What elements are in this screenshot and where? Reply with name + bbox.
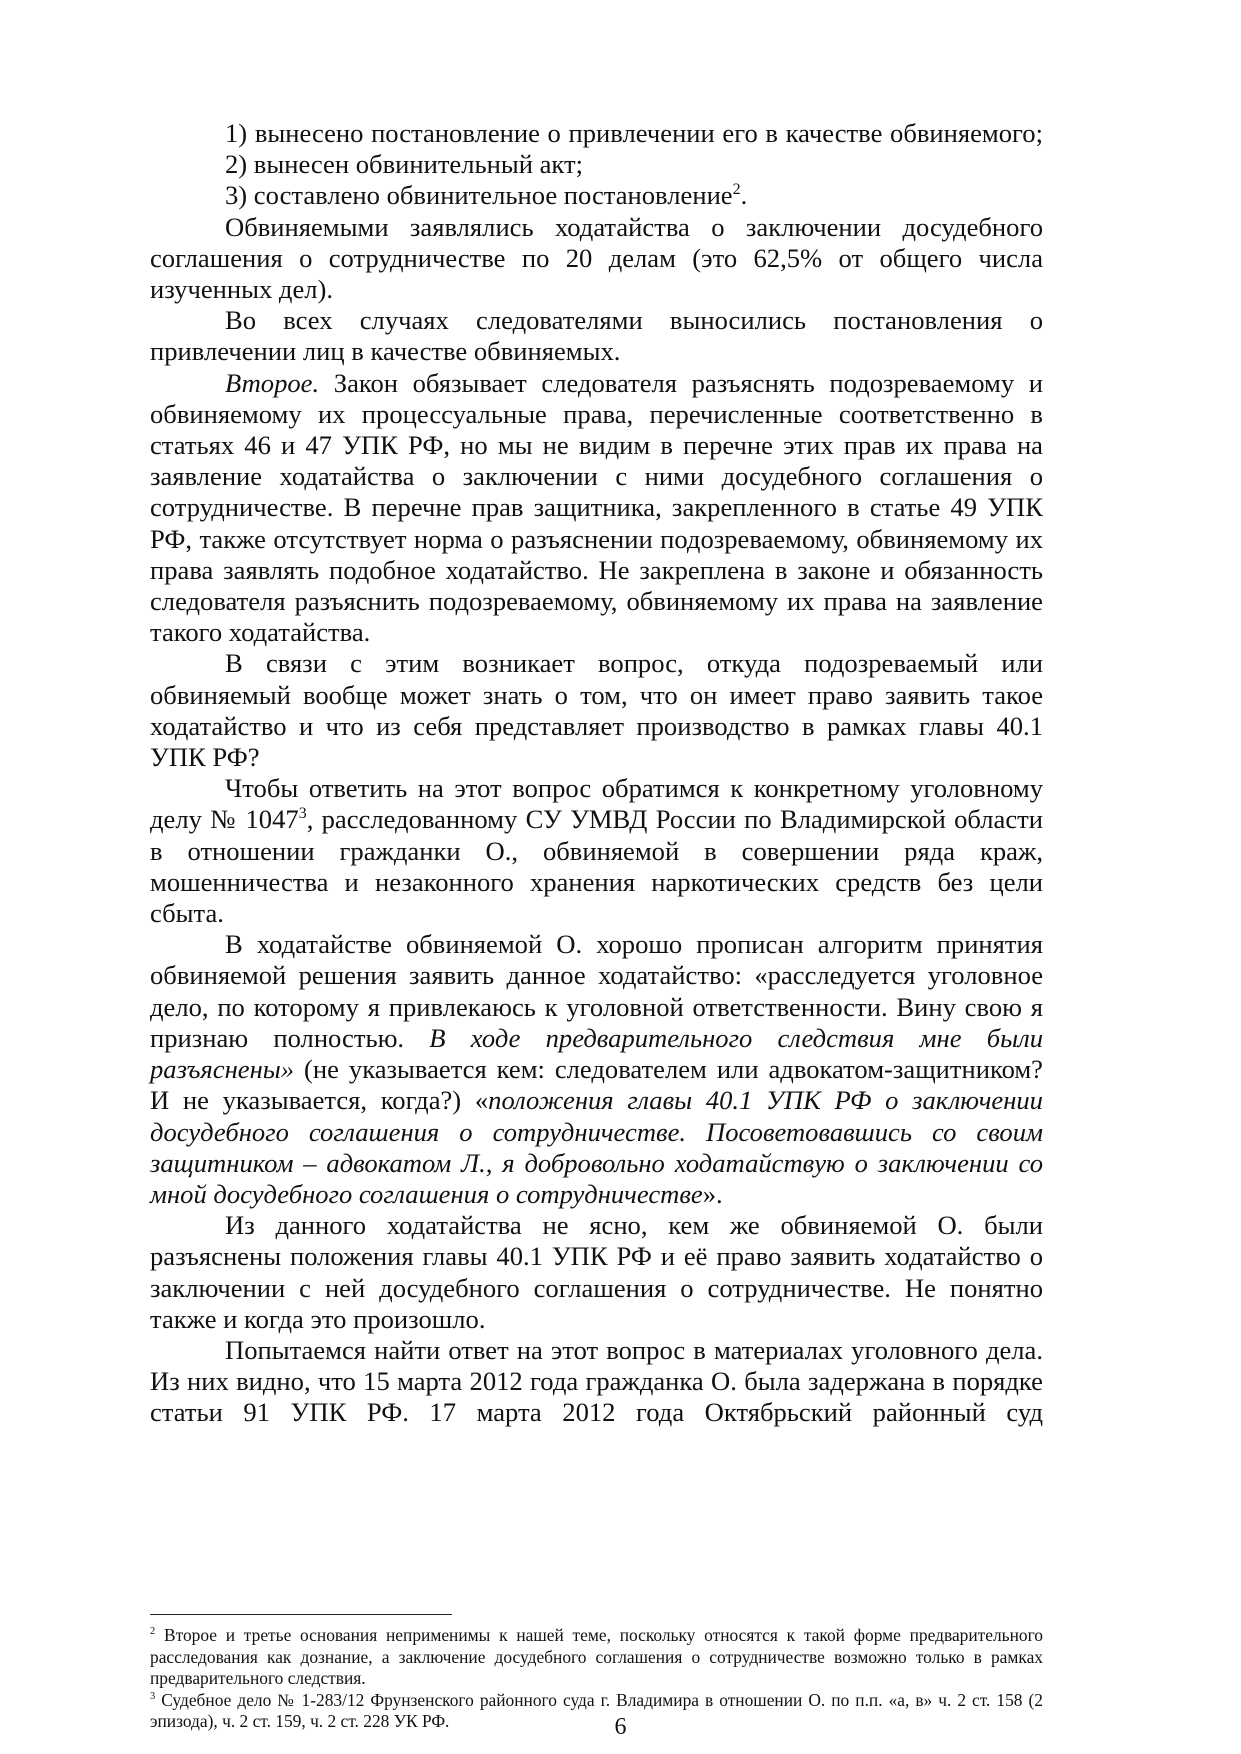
paragraph-11: Попытаемся найти ответ на этот вопрос в материалах уголовного дела. Из них видно, что 15 марта 2012 года гражданка О. была задержана в порядке статьи 91 УПК РФ. 17 марта 2012 года Октябрьский районный суд	[150, 1334, 1043, 1428]
paragraph-6	[150, 368, 1043, 649]
paragraph-10: Из данного ходатайства не ясно, кем же обвиняемой О. были разъяснены положения главы 40.1 УПК РФ и её право заявить ходатайство о заключении с ней досудебного соглашения о сотрудничестве. Не понятно также и когда это произошло.	[150, 1210, 1043, 1334]
paragraph-9-quote-2: положения главы 40.1 УПК РФ о заключении досудебного соглашения о сотрудничестве. Посоветовавшись со своим защитником – адвокатом Л., я добровольно ходатайствую о заключении со мной досудебного соглашения о сотрудничестве	[150, 1085, 1043, 1209]
paragraph-1: 1) вынесено постановление о привлечении его в качестве обвиняемого;	[225, 118, 1043, 148]
paragraph-9-text-2: (не указывается кем: следователем или адвокатом-защитником? И не указывается, когда?) «	[150, 1054, 1043, 1116]
paragraph-8	[150, 773, 1043, 929]
paragraph-3-end: .	[740, 180, 748, 211]
footnote-ref-2: 2	[732, 181, 741, 199]
paragraph-6-text: Закон обязывает следователя разъяснять подозреваемому и обвиняемому их процессуальные права, перечисленные соответственно в статьях 46 и 47 УПК РФ, но мы не видим в перечне этих прав их права на заявление ходатайства о заключении с ними досудебного соглашения о сотрудничестве. В перечне прав защитника, закрепленного в статье 49 УПК РФ, также отсутствует норма о разъяснении подозреваемому, обвиняемому их права заявлять подобное ходатайство. Не закреплена в законе и обязанность следователя разъяснить подозреваемому, обвиняемому их права на заявление такого ходатайства.	[150, 367, 1043, 648]
paragraph-2: 2) вынесен обвинительный акт;	[225, 149, 584, 180]
paragraph-9-quote-1: В ходе предварительного следствия мне были разъяснены»	[150, 1022, 1043, 1085]
paragraph-7: В связи с этим возникает вопрос, откуда подозреваемый или обвиняемый вообще может знать о том, что он имеет право заявить такое ходатайство и что из себя представляет производство в рамках главы 40.1 УПК РФ?	[150, 648, 1043, 773]
paragraph-9-text-1: В ходатайстве обвиняемой О. хорошо прописан алгоритм принятия обвиняемой решения заявить данное ходатайство: «расследуется уголовное дело, по которому я привлекаюсь к уголовной ответственности. Вину свою я признаю полностью.	[150, 929, 1043, 1053]
footnote-2	[150, 1625, 1043, 1690]
paragraph-6-lead: Второе.	[225, 367, 320, 398]
paragraph-3	[150, 180, 1043, 211]
footnote-2-mark: 2	[150, 1626, 156, 1638]
paragraph-8-text: Чтобы ответить на этот вопрос обратимся к конкретному уголовному делу № 1047	[150, 773, 1043, 835]
footnote-ref-3: 3	[298, 805, 307, 823]
paragraph-3-text: 3) составлено обвинительное постановление	[225, 180, 733, 211]
paragraph-4: Обвиняемыми заявлялись ходатайства о заключении досудебного соглашения о сотрудничестве по 20 делам (это 62,5% от общего числа изученных дел).	[150, 211, 1043, 305]
main-text	[150, 118, 1043, 1429]
page-number: 6	[614, 1714, 627, 1740]
paragraph-9	[150, 929, 1043, 1210]
paragraph-8-rest: , расследованному СУ УМВД России по Владимирской области в отношении гражданки О., обвиняемой в совершении ряда краж, мошенничества и незаконного хранения наркотических средств без цели сбыта.	[150, 804, 1044, 929]
footnote-3-text: Судебное дело № 1-283/12 Фрунзенского районного суда г. Владимира в отношении О. по п.п. «а, в» ч. 2 ст. 158 (2 эпизода), ч. 2 ст. 159, ч. 2 ст. 228 УК РФ.	[150, 1689, 1043, 1732]
footnote-separator	[150, 1614, 452, 1615]
footnote-3-mark: 3	[150, 1690, 156, 1702]
paragraph-9-text-3: ».	[702, 1178, 723, 1209]
paragraph-5: Во всех случаях следователями выносились постановления о привлечении лиц в качестве обвиняемых.	[150, 305, 1043, 367]
footnote-2-text: Второе и третье основания неприменимы к нашей теме, поскольку относятся к такой форме предварительного расследования как дознание, а заключение досудебного соглашения о сотрудничестве возможно только в рамках предварительного следствия.	[150, 1625, 1043, 1689]
